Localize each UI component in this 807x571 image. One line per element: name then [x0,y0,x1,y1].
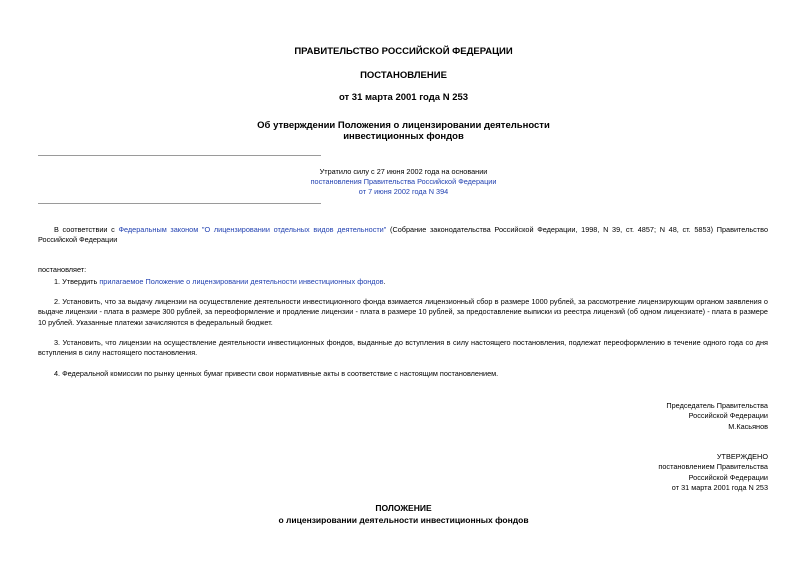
approval-block [400,452,768,493]
approved-date: от 31 марта 2001 года N 253 [671,482,768,492]
intro-text-start: В соответствии с [54,225,119,234]
approved-country: Российской Федерации [688,472,768,482]
doc-type-heading: ПОСТАНОВЛЕНИЕ [360,70,447,81]
item1-end: . [383,277,386,286]
signature-block [400,401,768,432]
intro-paragraph [38,225,768,246]
federal-law-link[interactable]: Федеральным законом "О лицензировании отдельных видов деятельности" [118,225,387,234]
signature-position: Председатель Правительства [666,401,768,410]
item1-text: 1. Утвердить [54,277,100,286]
regulation-subtitle: о лицензировании деятельности инвестиционных фондов [278,515,529,525]
notice-line: Утратило силу с 27 июня 2002 года на основании [319,167,488,176]
signature-country: Российской Федерации [688,411,768,421]
signature-name: М.Касьянов [728,421,768,431]
notice-link-date[interactable]: от 7 июня 2002 года N 394 [358,187,449,196]
regulation-link[interactable]: прилагаемое Положение о лицензировании деятельности инвестиционных фондов [99,277,384,286]
approved-by: постановлением Правительства [658,462,768,472]
notice-top-rule [38,155,321,156]
date-number-heading: от 31 марта 2001 года N 253 [338,92,469,103]
regulation-title: ПОЛОЖЕНИЕ [375,503,432,513]
document-title-line1: Об утверждении Положения о лицензировании деятельности [257,120,550,131]
intro-text-end: (Собрание законодательства Российской Федерации, 1998, N 39, ст. 4857; N 48, ст. 5853) Правительство Российской Федерации [38,225,768,245]
notice-link-decree[interactable]: постановления Правительства Российской Федерации [310,177,497,186]
government-heading: ПРАВИТЕЛЬСТВО РОССИЙСКОЙ ФЕДЕРАЦИИ [294,46,513,57]
decree-item-3: 3. Установить, что лицензии на осуществление деятельности инвестиционных фондов, выданные до вступления в силу настоящего постановления, подлежат переоформлению в течение одного года со дня вступления в силу настоящего постановления. [38,338,768,358]
decree-item-1 [38,277,768,287]
notice-bottom-rule [38,203,321,204]
document-title-line2: инвестиционных фондов [343,131,464,142]
decree-item-2: 2. Установить, что за выдачу лицензии на осуществление деятельности инвестиционного фонда взимается лицензионный сбор в размере 1000 рублей, за рассмотрение лицензирующим органом заявления о выдаче лицензии - плата в размере 300 рублей, за переоформление и продление лицензии - плата в размере 10 рублей, за предоставление выписки из реестра лицензий (об одном лицензиате) - плата в размере 10 рублей. Указанные платежи зачисляются в федеральный бюджет. [38,297,768,327]
decree-item-4: 4. Федеральной комиссии по рынку ценных бумаг привести свои нормативные акты в соответствие с настоящим постановлением. [54,369,499,378]
approved-label: УТВЕРЖДЕНО [716,452,768,461]
decree-label: постановляет: [38,265,87,274]
